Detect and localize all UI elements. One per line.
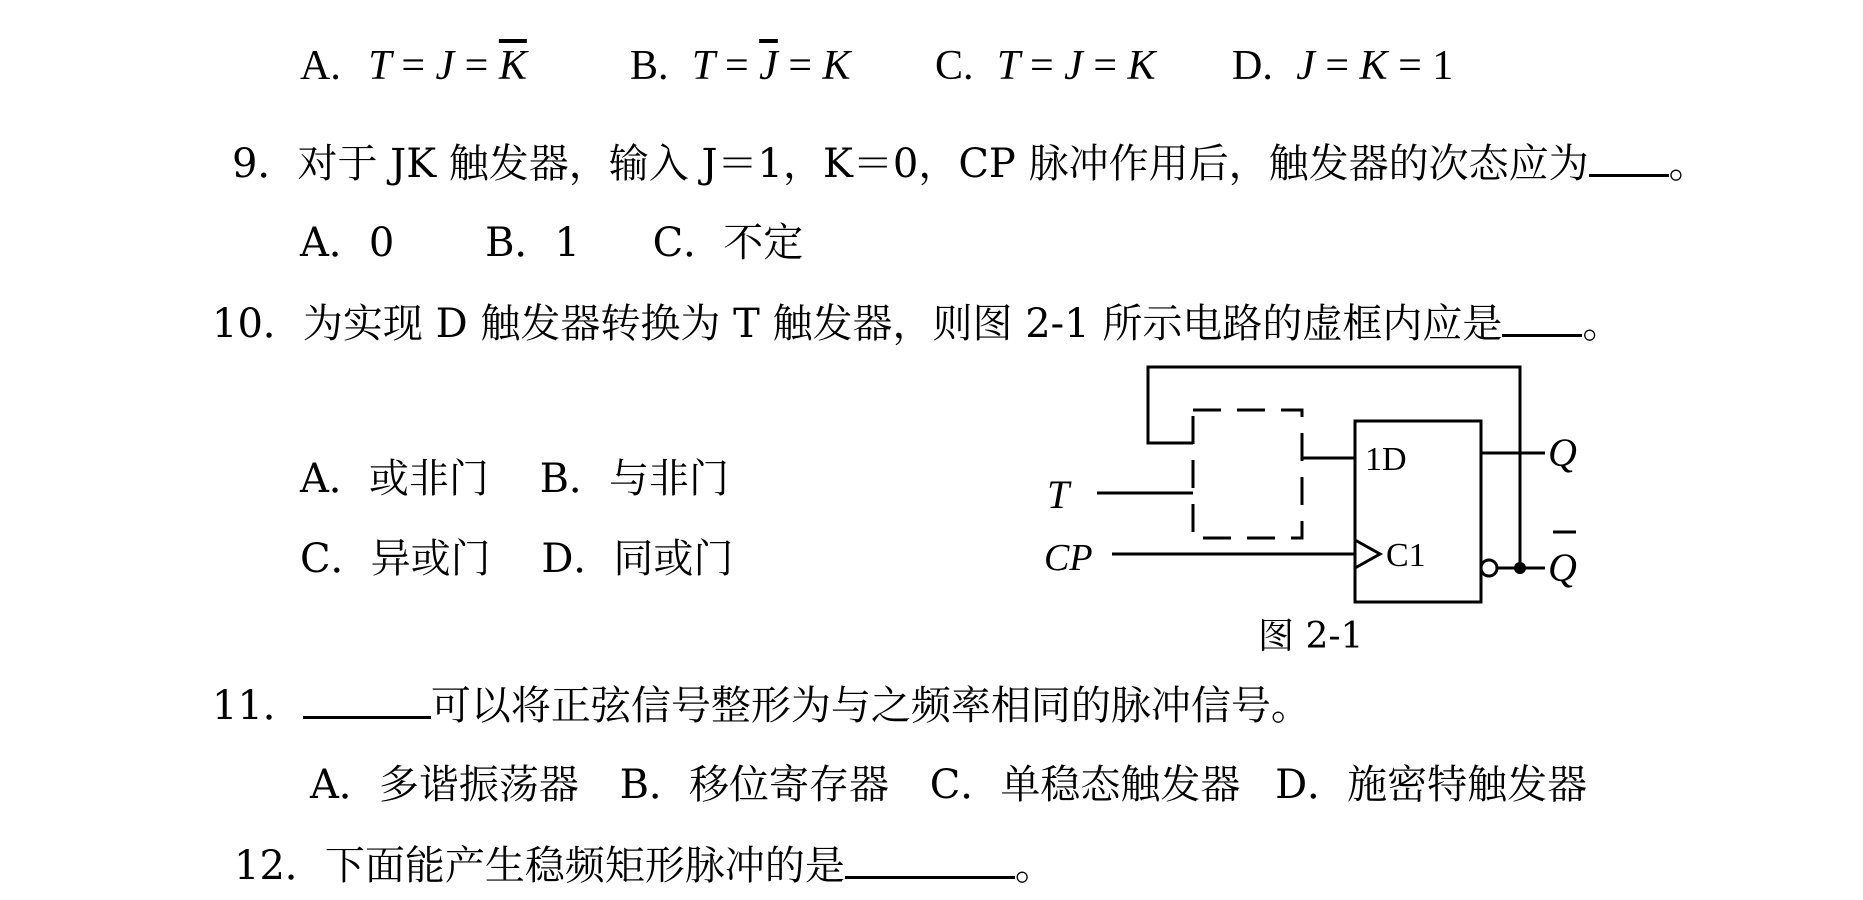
- question-number: 11．: [212, 683, 303, 729]
- math-var: J: [435, 43, 455, 89]
- question-number: 9．: [232, 141, 298, 187]
- option-label: B.: [630, 43, 669, 89]
- clock-triangle: [1355, 540, 1380, 568]
- option-d: D．施密特触发器: [1275, 762, 1588, 808]
- junction-dot: [1514, 562, 1526, 574]
- math-var-overline: $\overline{K}$: [498, 43, 527, 89]
- option-c: C．异或门: [300, 536, 491, 582]
- option-a: A．0: [300, 220, 395, 266]
- math-var: K: [1127, 43, 1156, 89]
- math-var: K: [822, 43, 851, 89]
- option-b: B．移位寄存器: [619, 762, 890, 808]
- question-text: 可以将正弦信号整形为与之频率相同的脉冲信号。: [430, 683, 1311, 729]
- math-var: K: [1359, 43, 1388, 89]
- pin-1d: 1D: [1365, 441, 1407, 478]
- option-label: D.: [1232, 43, 1273, 89]
- question-text: 下面能产生稳频矩形脉冲的是: [324, 843, 845, 889]
- question-10: 10．为实现 D 触发器转换为 T 触发器，则图 2-1 所示电路的虚框内应是 。: [212, 298, 1622, 349]
- pin-c1: C1: [1386, 537, 1426, 574]
- question-11-options: [310, 760, 1587, 810]
- math-var: J: [1296, 43, 1315, 89]
- q8-option-a: A. $T = J = \overline{K}$: [300, 43, 527, 89]
- question-number: 10．: [212, 301, 303, 347]
- option-b: B．1: [485, 220, 580, 266]
- dashed-gate-box: [1193, 410, 1302, 538]
- question-11: [212, 680, 1311, 731]
- question-number: 12．: [234, 843, 325, 889]
- option-label: A.: [300, 43, 341, 89]
- math-var-overline: $\overline{J}$: [759, 43, 778, 89]
- answer-blank[interactable]: [303, 680, 431, 719]
- option-b: B．与非门: [539, 456, 730, 502]
- question-text: 为实现 D 触发器转换为 T 触发器，则图 2-1 所示电路的虚框内应是: [302, 301, 1503, 347]
- figure-caption: 图 2-1: [1258, 616, 1364, 657]
- question-9: 9．对于 JK 触发器，输入 J＝1，K＝0，CP 脉冲作用后，触发器的次态应为 。: [232, 138, 1709, 189]
- label-q: Q: [1548, 430, 1577, 475]
- math-var: J: [1064, 43, 1083, 89]
- math-var: T: [996, 43, 1020, 89]
- option-a: A．或非门: [300, 456, 489, 502]
- answer-blank[interactable]: [845, 840, 1015, 879]
- label-t: T: [1047, 472, 1070, 517]
- q8-option-d: D. J = K = 1: [1232, 43, 1454, 89]
- option-c: C．单稳态触发器: [929, 762, 1241, 808]
- inversion-bubble: [1481, 560, 1497, 576]
- q8-option-b: B. $T = \overline{J} = K$: [630, 43, 851, 89]
- option-label: C.: [935, 43, 974, 89]
- math-var: T: [368, 43, 391, 89]
- option-d: D．同或门: [541, 536, 734, 582]
- option-a: A．多谐振荡器: [310, 762, 579, 808]
- label-cp: CP: [1044, 537, 1093, 579]
- label-qbar: Q: [1548, 545, 1577, 590]
- math-var: T: [691, 43, 715, 89]
- question-12: 12．下面能产生稳频矩形脉冲的是 。: [234, 840, 1055, 891]
- q8-option-c: C. T = J = K: [935, 43, 1156, 89]
- option-c: C．不定: [652, 220, 804, 266]
- question-text: 对于 JK 触发器，输入 J＝1，K＝0，CP 脉冲作用后，触发器的次态应为: [297, 141, 1589, 187]
